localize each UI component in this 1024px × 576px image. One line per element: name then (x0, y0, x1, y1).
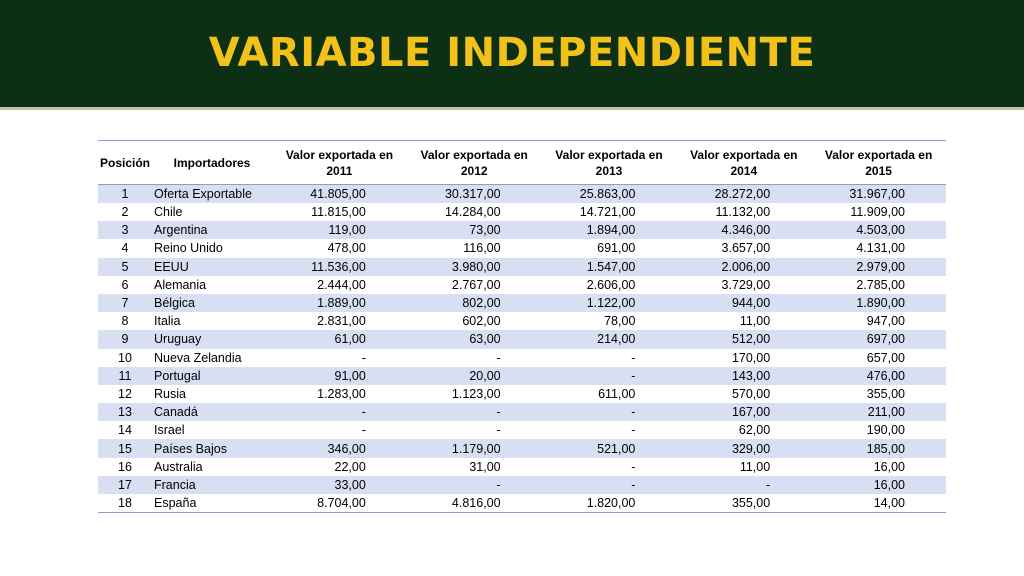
table-row (98, 349, 946, 367)
cell-importer: España (154, 496, 197, 510)
cell-value-2013: - (631, 405, 636, 420)
cell-value-2012: - (496, 423, 501, 438)
table-row (98, 221, 946, 239)
cell-position: 5 (121, 259, 129, 274)
cell-importer: Canadá (154, 405, 198, 420)
table-row (98, 330, 946, 348)
cell-value-2015: 4.131,00 (856, 241, 905, 256)
table-row (98, 476, 946, 494)
cell-value-2014: 512,00 (731, 332, 771, 347)
cell-value-2015: 14,00 (873, 496, 905, 510)
cell-value-2011: 91,00 (334, 368, 366, 383)
cell-position: 3 (121, 223, 129, 238)
table-row (98, 385, 946, 403)
export-table-container (98, 140, 946, 513)
cell-value-2015: 697,00 (866, 332, 905, 347)
cell-value-2015: 2.785,00 (856, 277, 905, 292)
cell-position: 6 (121, 277, 129, 292)
cell-value-2015: 476,00 (866, 368, 905, 383)
cell-value-2015: 211,00 (867, 405, 905, 420)
cell-value-2015: 4.503,00 (856, 223, 905, 238)
cell-value-2013: 2.606,00 (586, 277, 636, 292)
cell-value-2015: 16,00 (873, 477, 905, 492)
title-banner (0, 0, 1024, 110)
cell-value-2013: 521,00 (597, 441, 636, 456)
cell-value-2014: 170,00 (731, 350, 771, 365)
header-importers: Importadores (173, 155, 251, 170)
cell-importer: Portugal (154, 368, 201, 383)
cell-value-2013: 1.820,00 (586, 496, 636, 510)
cell-position: 7 (121, 296, 129, 311)
cell-value-2012: 4.816,00 (451, 496, 501, 510)
cell-value-2013: 1.547,00 (586, 259, 636, 274)
cell-value-2013: - (631, 459, 636, 474)
cell-value-2011: 2.444,00 (317, 277, 366, 292)
cell-value-2013: 1.122,00 (586, 296, 636, 311)
header-position: Posición (100, 155, 151, 170)
cell-position: 18 (118, 496, 132, 510)
slide-title: VARIABLE INDEPENDIENTE (208, 30, 816, 76)
cell-position: 8 (121, 314, 129, 329)
cell-value-2012: - (496, 405, 501, 420)
table-row (98, 439, 946, 457)
table-header (98, 141, 946, 185)
cell-value-2014: 11.132,00 (715, 205, 771, 220)
table-row (98, 421, 946, 439)
cell-value-2013: 25.863,00 (579, 187, 636, 201)
cell-value-2014: 4.346,00 (721, 223, 771, 238)
cell-value-2015: 657,00 (866, 350, 905, 365)
cell-value-2015: 190,00 (866, 423, 905, 438)
cell-importer: Italia (154, 314, 181, 329)
cell-value-2012: 602,00 (462, 314, 501, 329)
table-row (98, 458, 946, 476)
cell-value-2015: 355,00 (866, 386, 905, 401)
cell-value-2013: 214,00 (597, 332, 636, 347)
table-row (98, 185, 946, 204)
cell-position: 4 (121, 241, 129, 256)
cell-value-2011: - (361, 405, 366, 420)
cell-value-2013: 691,00 (597, 241, 636, 256)
cell-value-2014: 944,00 (731, 296, 771, 311)
cell-importer: Reino Unido (154, 241, 223, 256)
cell-value-2014: 570,00 (731, 386, 771, 401)
cell-value-2013: 14.721,00 (579, 205, 636, 220)
cell-value-2012: 31,00 (469, 459, 501, 474)
table-row (98, 403, 946, 421)
cell-value-2014: 11,00 (739, 314, 771, 329)
cell-value-2011: 119,00 (328, 223, 366, 238)
header-value-2013: Valor exportada en 2013 (555, 147, 663, 178)
cell-position: 10 (118, 350, 132, 365)
cell-value-2011: 1.889,00 (317, 296, 366, 311)
cell-value-2015: 31.967,00 (849, 187, 905, 201)
cell-value-2015: 1.890,00 (856, 296, 905, 311)
cell-importer: Rusia (154, 386, 186, 401)
cell-value-2013: - (631, 350, 636, 365)
cell-value-2012: 30.317,00 (444, 187, 501, 201)
header-row (98, 141, 946, 185)
cell-position: 1 (121, 187, 129, 201)
cell-value-2012: 20,00 (469, 368, 501, 383)
cell-value-2012: 2.767,00 (451, 277, 501, 292)
cell-position: 9 (121, 332, 129, 347)
cell-importer: Israel (154, 423, 185, 438)
cell-value-2011: 33,00 (334, 477, 366, 492)
cell-value-2011: 2.831,00 (317, 314, 366, 329)
table-row (98, 367, 946, 385)
cell-value-2011: 1.283,00 (317, 386, 366, 401)
cell-importer: Uruguay (154, 332, 202, 347)
cell-value-2012: 63,00 (469, 332, 501, 347)
cell-value-2011: 41.805,00 (310, 187, 366, 201)
cell-value-2012: 1.123,00 (451, 386, 501, 401)
cell-importer: Australia (154, 459, 203, 474)
cell-value-2013: - (631, 423, 636, 438)
cell-value-2015: 2.979,00 (856, 259, 905, 274)
cell-position: 2 (121, 205, 129, 220)
cell-importer: Chile (154, 205, 183, 220)
cell-value-2014: 62,00 (738, 423, 771, 438)
export-value-table (98, 140, 946, 513)
header-value-2015: Valor exportada en 2015 (824, 147, 933, 178)
cell-value-2011: 346,00 (327, 441, 366, 456)
cell-value-2013: 78,00 (604, 314, 636, 329)
cell-value-2014: 11,00 (739, 459, 771, 474)
header-value-2014: Valor exportada en 2014 (690, 147, 798, 178)
cell-importer: Alemania (154, 277, 207, 292)
cell-importer: Países Bajos (154, 441, 227, 456)
table-row (98, 203, 946, 221)
cell-value-2012: 73,00 (469, 223, 501, 238)
cell-value-2011: 11.536,00 (311, 259, 366, 274)
cell-value-2015: 947,00 (866, 314, 905, 329)
cell-value-2014: 355,00 (731, 496, 771, 510)
table-row (98, 258, 946, 276)
cell-value-2013: 1.894,00 (586, 223, 636, 238)
cell-importer: Nueva Zelandia (154, 350, 242, 365)
cell-value-2011: 478,00 (327, 241, 366, 256)
cell-value-2012: 802,00 (462, 296, 501, 311)
cell-value-2011: 22,00 (334, 459, 366, 474)
cell-value-2012: 3.980,00 (451, 259, 501, 274)
cell-importer: EEUU (154, 259, 189, 274)
cell-value-2013: - (631, 477, 636, 492)
cell-position: 17 (118, 477, 132, 492)
cell-position: 13 (118, 405, 132, 420)
cell-importer: Oferta Exportable (154, 187, 252, 201)
cell-importer: Argentina (154, 223, 208, 238)
cell-value-2013: - (631, 368, 636, 383)
cell-value-2011: - (361, 423, 366, 438)
cell-value-2013: 611,00 (598, 386, 636, 401)
cell-value-2014: 3.657,00 (721, 241, 771, 256)
cell-position: 11 (118, 368, 132, 383)
header-value-2011: Valor exportada en 2011 (285, 147, 394, 178)
cell-value-2012: 116,00 (463, 241, 501, 256)
cell-value-2012: - (496, 477, 501, 492)
cell-importer: Bélgica (154, 296, 195, 311)
cell-value-2014: 329,00 (731, 441, 771, 456)
cell-value-2011: 8.704,00 (317, 496, 366, 510)
cell-value-2015: 185,00 (866, 441, 905, 456)
cell-importer: Francia (154, 477, 196, 492)
cell-value-2014: 143,00 (731, 368, 771, 383)
cell-value-2011: 11.815,00 (311, 205, 366, 220)
cell-value-2014: 167,00 (731, 405, 771, 420)
cell-value-2014: - (766, 477, 771, 492)
table-row (98, 276, 946, 294)
table-row (98, 239, 946, 257)
cell-value-2014: 28.272,00 (714, 187, 771, 201)
cell-position: 14 (118, 423, 132, 438)
cell-value-2015: 16,00 (873, 459, 905, 474)
cell-value-2012: 1.179,00 (451, 441, 501, 456)
cell-value-2015: 11.909,00 (850, 205, 905, 220)
cell-position: 12 (118, 386, 132, 401)
table-body (98, 185, 946, 513)
cell-value-2014: 3.729,00 (721, 277, 771, 292)
table-row (98, 312, 946, 330)
cell-value-2011: - (361, 350, 366, 365)
cell-value-2012: 14.284,00 (444, 205, 501, 220)
table-row (98, 494, 946, 513)
cell-value-2012: - (496, 350, 501, 365)
cell-value-2011: 61,00 (334, 332, 366, 347)
cell-position: 15 (118, 441, 132, 456)
table-row (98, 294, 946, 312)
cell-value-2014: 2.006,00 (721, 259, 771, 274)
cell-position: 16 (118, 459, 132, 474)
header-value-2012: Valor exportada en 2012 (420, 147, 528, 178)
